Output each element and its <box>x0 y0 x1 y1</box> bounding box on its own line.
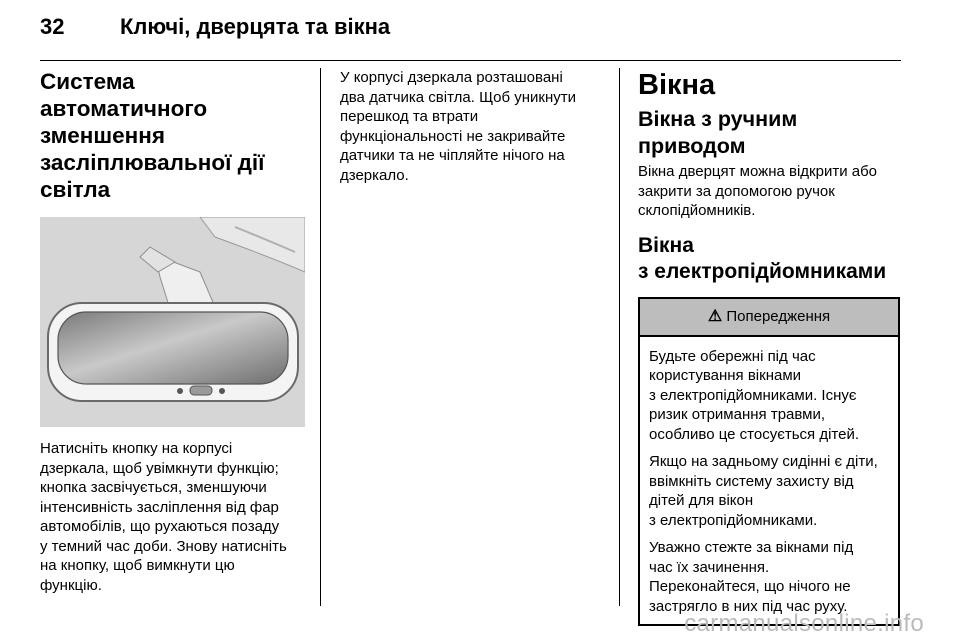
subheading-line: з електропідйомниками <box>638 259 887 283</box>
page-number: 32 <box>40 14 65 39</box>
caption-line: на кнопку, щоб вимкнути цю <box>40 557 235 574</box>
subheading-power-windows <box>638 233 900 285</box>
caption-line: автомобілів, що рухаються позаду <box>40 518 280 535</box>
warning-line: застрягло в них під час руху. <box>649 597 848 615</box>
manual-windows-text <box>638 162 900 221</box>
warning-box <box>638 297 900 627</box>
caption-line: функцію. <box>40 576 102 594</box>
warning-paragraph <box>649 452 889 530</box>
warning-line: Якщо на задньому сидінні є діти, <box>649 453 878 470</box>
warning-line: час їх зачинення. <box>649 558 770 576</box>
paragraph-line: перешкод та втрати <box>340 108 479 125</box>
paragraph-line: Вікна дверцят можна відкрити або <box>638 163 878 180</box>
warning-line: ввімкніть систему захисту від <box>649 472 854 490</box>
warning-header <box>640 299 898 337</box>
caption-line: дзеркала, щоб увімкнути функцію; <box>40 459 279 477</box>
warning-line: з електропідйомниками. <box>649 511 818 529</box>
paragraph-line: закрити за допомогою ручок <box>638 182 835 200</box>
paragraph-line: два датчика світла. Щоб уникнути <box>340 88 576 106</box>
section-heading <box>40 68 305 203</box>
column-divider-1 <box>320 68 321 606</box>
caption-line: Натисніть кнопку на корпусі <box>40 440 233 457</box>
figure-caption <box>40 439 305 595</box>
sensor-paragraph <box>340 68 600 185</box>
warning-line: користування вікнами <box>649 367 802 384</box>
caption-line: інтенсивність засліплення від фар <box>40 498 279 516</box>
subheading-line: Вікна <box>638 233 694 257</box>
section-heading-line: світла <box>40 177 111 202</box>
warning-line: ризик отримання травми, <box>649 406 826 423</box>
watermark[interactable]: carmanualsonline.info <box>684 610 924 637</box>
section-heading-line: Система автоматичного <box>40 69 208 121</box>
running-title: Ключі, дверцята та вікна <box>120 14 391 39</box>
column-3 <box>638 68 900 626</box>
caption-line: у темний час доби. Знову натисніть <box>40 537 287 555</box>
column-2 <box>340 68 600 185</box>
section-heading-line: зменшення <box>40 123 165 148</box>
rearview-mirror-illustration <box>40 217 305 427</box>
page-header <box>40 14 920 46</box>
chapter-heading: Вікна <box>638 69 716 101</box>
paragraph-line: склопідйомників. <box>638 202 756 219</box>
caption-line: кнопка засвічується, зменшуючи <box>40 479 267 496</box>
subheading-manual-windows: Вікна з ручним приводом <box>638 107 798 158</box>
paragraph-line: функціональності не закривайте <box>340 127 566 145</box>
warning-line: особливо це стосується дітей. <box>649 425 859 443</box>
warning-line: Будьте обережні під час <box>649 347 816 365</box>
warning-paragraph <box>649 538 889 616</box>
column-divider-2 <box>619 68 620 606</box>
warning-line: Переконайтеся, що нічого не <box>649 578 851 595</box>
warning-line: дітей для вікон <box>649 492 754 509</box>
paragraph-line: дзеркало. <box>340 166 409 184</box>
warning-paragraph <box>649 347 889 445</box>
warning-line: Уважно стежте за вікнами під <box>649 539 854 556</box>
warning-body <box>640 337 898 625</box>
paragraph-line: датчики та не чіпляйте нічого на <box>340 147 565 164</box>
header-divider <box>40 60 901 61</box>
warning-line: з електропідйомниками. Існує <box>649 386 857 404</box>
paragraph-line: У корпусі дзеркала розташовані <box>340 69 563 86</box>
section-heading-line: засліплювальної дії <box>40 150 265 175</box>
mirror-drawing <box>40 217 305 427</box>
column-1 <box>40 68 305 595</box>
warning-title: Попередження <box>726 307 831 325</box>
warning-triangle-icon: ⚠ <box>707 307 723 325</box>
